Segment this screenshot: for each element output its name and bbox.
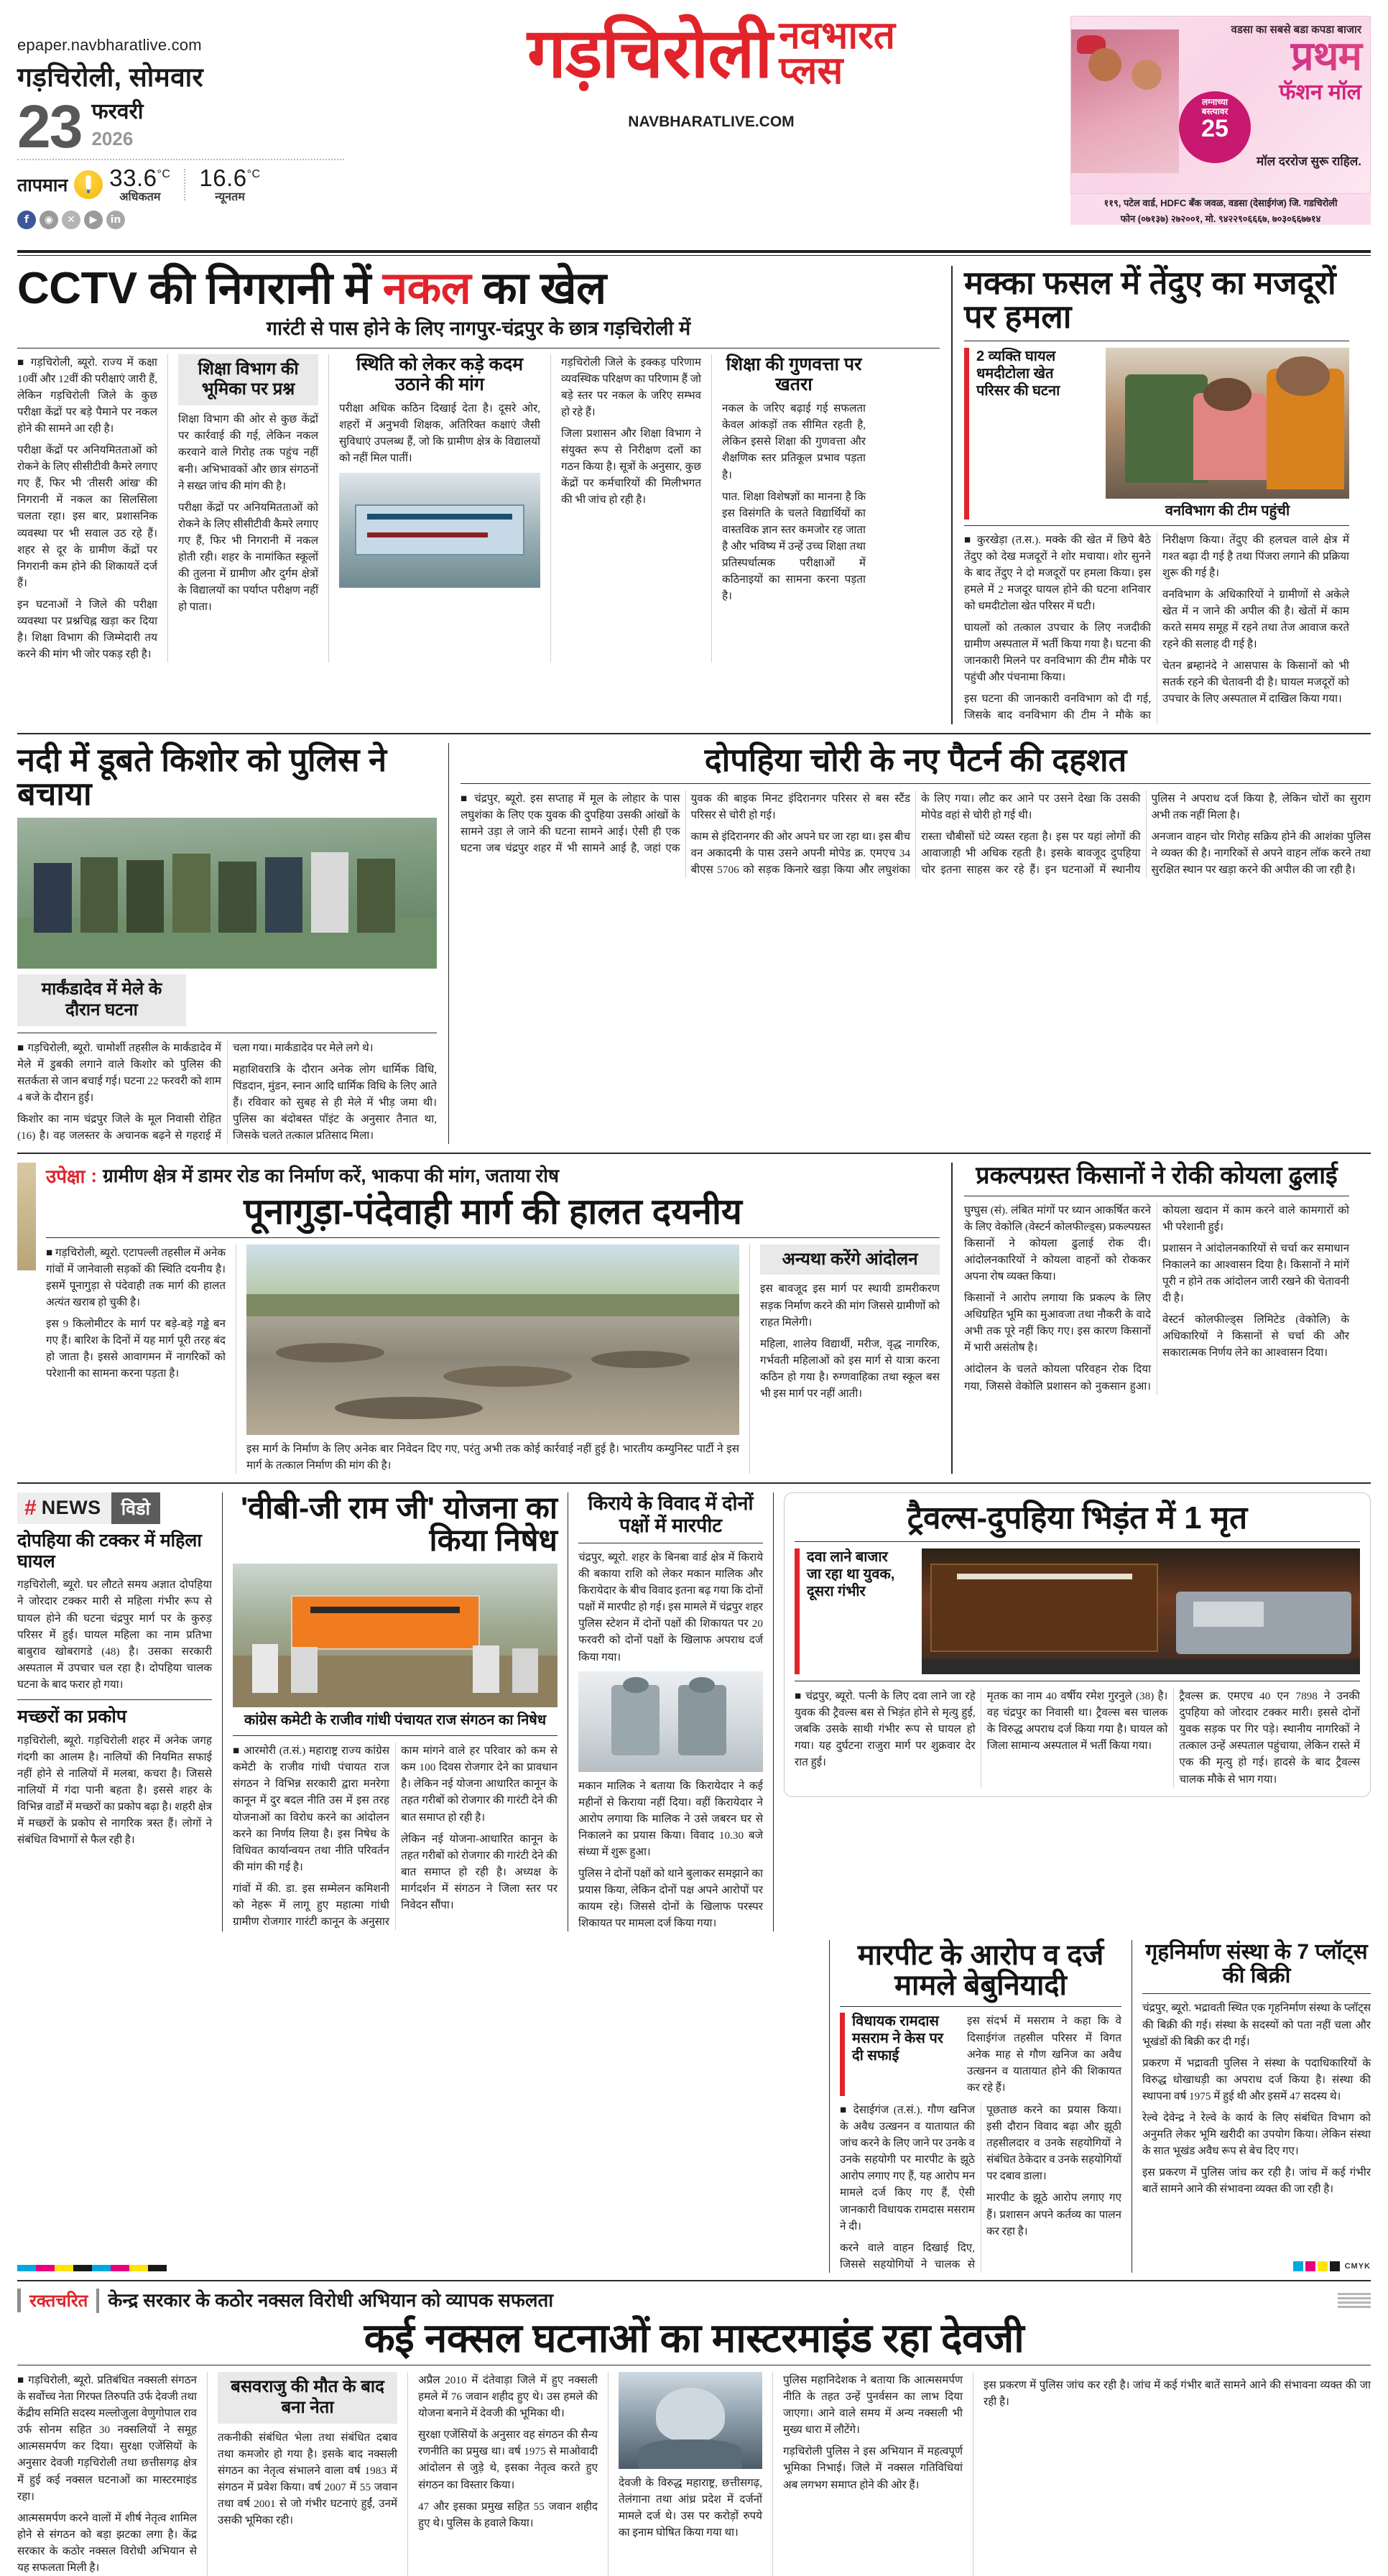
temp-max-label: अधिकतम [119,191,161,203]
road-para-3: इस मार्ग के निर्माण के लिए अनेक बार निवेदन दिए गए, परंतु अभी तक कोई कार्रवाई नहीं हुई है। भारतीय कम्युनिस्ट पार्टी ने इस मार्ग के तत्काल निर्माण की मांग की है। [246,1442,739,1472]
ad-brand-subtitle: फॅशन मॉल [1279,80,1361,105]
naxal-para-4: अप्रैल 2010 में दंतेवाड़ा जिले में हुए नक्सली हमले में 76 जवान शहीद हुए थे। उस हमले की योजना बनाने में देवजी की भूमिका थी। [418,2373,598,2420]
ad-discount-value: 25 [1201,115,1229,143]
assault-para-3: करने वाले वाहन दिखाई दिए, जिससे सहयोगियों ने चालक से पूछताछ करने का प्रयास किया। इसी दौरान विवाद बढ़ा और झूठी तहसीलदार व उनके सहयोगियों ने संबंधित ठेकेदार व उनके सहयोगियों पर दबाव डाला। [840,2103,1121,2271]
river-para-2: किशोर का नाम चंद्रपुर जिले के मूल निवासी रोहित (16) है। वह जलस्तर के अचानक बढ़ने से गहराई में चला गया। मार्कंडादेव पर मेले लगे थे। [17,1041,374,1142]
travels-headline: ट्रैवल्स-दुपहिया भिड़ंत में 1 मृत [907,1500,1248,1536]
news-video-column [17,1492,222,1932]
leopard-caption: वनविभाग की टीम पहुंची [1165,502,1290,519]
news-item1-head: दोपहिया की टक्कर में महिला घायल [17,1530,202,1571]
naxal-para-6: 47 और इसका प्रमुख सहित 55 जवान शहीद हुए थे। पुलिस के हवाले किया। [418,2500,598,2529]
river-para-1: ■ गड़चिरोली, ब्यूरो. चामोर्शी तहसील के मार्कंडादेव में मेले में डुबकी लगाने वाले किशोर को पुलिस की सतर्कता से जान बचाई गई। घटना 22 फरवरी को शाम 4 बजे के दौरान हुई। [17,1041,221,1104]
edition-place-day: गड़चिरोली, सोमवार [17,63,203,92]
lead-headline-highlight: नकल [382,264,471,313]
assault-para-4: मारपीट के झूठे आरोप लगाए गए हैं। प्रशासन अपने कर्तव्य का पालन कर रहा है। [986,2192,1121,2238]
road-para-5: महिला, शालेय विद्यार्थी, मरीज, वृद्ध नागरिक, गर्भवती महिलाओं को इस मार्ग से यात्रा करना कठिन हो गया है। रुग्णवाहिका तथा स्कूल बस भी इस मार्ग पर नहीं आती। [760,1337,940,1400]
ad-discount-badge [1179,91,1251,163]
naxal-subhead: केन्द्र सरकार के कठोर नक्सल विरोधी अभियान को व्यापक सफलता [108,2289,554,2312]
coal-para-3: आंदोलन के चलते कोयला परिवहन रोक दिया गया, जिससे वेकोलि प्रशासन को नुकसान हुआ। कोयला खदान में काम करने वाले कामगारों को भी परेशानी हुई। [964,1204,1349,1393]
theft-story [449,743,1371,1145]
lead-para-7: गड़चिरोली जिले के इक्कड़ परिणाम व्यवस्थिक परिक्षण का परिणाम हैं जो बड़े स्तर पर नकल के जरिए सम्भव हो रहे हैं। [561,356,701,418]
website-url[interactable]: NAVBHARATLIVE.COM [628,113,795,130]
hash-icon: # [24,1495,37,1520]
temperature-block [17,166,362,203]
leopard-sub-3: परिसर की घटना [976,382,1060,399]
ad-open-text: मॉल दररोज सुरू राहिल. [1257,154,1361,168]
river-headline: नदी में डूबते किशोर को पुलिस ने बचाया [17,741,387,812]
rent-para-3: पुलिस ने दोनों पक्षों को थाने बुलाकर समझाने का प्रयास किया, लेकिन दोनों पक्ष अपने आरोपों पर कायम रहे। जिससे दोनों के खिलाफ परस्पर शिकायत पर मामला दर्ज किया गया। [578,1868,763,1930]
bbji-story [223,1492,568,1932]
lead-headline-post: का खेल [471,264,606,313]
temp-unit-min: °C [246,168,261,180]
temperature-label: तापमान [17,175,68,195]
lead-para-6: परीक्षा अधिक कठिन दिखाई देता है। दूसरे ओर, शहरों में अनुभवी शिक्षक, अतिरिक्त कक्षाएं जैसी सुविधाएं उपलब्ध हैं, जो कि ग्रामीण क्षेत्र के विद्यालयों को नहीं मिल पातीं। [339,402,540,465]
housing-para-3: रेल्वे देवेन्द्र ने रेल्वे के कार्य के लिए संबंधित विभाग को अनुमति लेकर भूमि खरीदी का उपयोग किया। लेकिन संस्था के सात भूखंड अवैध रूप से बेच दिए गए। [1142,2112,1371,2158]
housing-headline: गृहनिर्माण संस्था के 7 प्लॉट्स की बिक्री [1145,1940,1368,1988]
naxal-para-3: तकनीकी संबंधित भेला तथा संबंधित दबाव तथा कमजोर हो गया है। इसके बाद नक्सली संगठन का नेतृत्व संभालने वाला वर्ष 1983 में संगठन में प्रवेश किया। वर्ष 2007 में 55 जवान तथा वर्ष 2001 से जो गंभीर घटनाएं हुईं, उनमें उसकी भूमिका रही। [218,2431,397,2527]
housing-para-4: इस प्रकरण में पुलिस जांच कर रही है। जांच में कई गंभीर बातें सामने आने की संभावना व्यक्त की जा रही है। [1142,2166,1371,2196]
masthead-left [17,16,362,229]
date-year: 2026 [91,128,134,149]
theft-para-4: अनजान वाहन चोर गिरोह सक्रिय होने की आशंका पुलिस ने व्यक्त की है। नागरिकों से अपने वाहन लॉक करने तथा सुरक्षित स्थान पर खड़ा करने की अपील की जा रही है। [1151,830,1371,877]
facebook-icon[interactable]: f [17,211,36,229]
bbji-para-1: ■ आरमोरी (त.सं.) महाराष्ट्र राज्य कांग्रेस कमेटी के राजीव गांधी पंचायत राज संगठन ने विभिन्न सरकारी द्वारा मनरेगा कानून में दुर बदल नीति उस में इस तरह योजनाओं का विरोध करने का आंदोलन करने का निर्णय लिया है। इस निषेध के विधिवत कार्यान्वयन तथा नीति परिवर्तन की मांग की गई है। [233,1745,389,1873]
theft-headline: दोपहिया चोरी के नए पैटर्न की दहशत [704,741,1127,778]
temp-min-value: 16.6 [199,165,247,191]
epaper-url[interactable]: epaper.navbharatlive.com [17,36,202,54]
social-links [17,211,362,229]
road-sidebar-strip [17,1163,36,1270]
date-month: फरवरी [91,100,144,124]
lead-headline [17,266,940,311]
travels-para-2: मृतक का नाम 40 वर्षीय रमेश गुरनुले (38) है। वह चंद्रपुर का निवासी था। ट्रैवल्स बस चालक के विरुद्ध अपराध दर्ज किया गया है। घायल को जिला सामान्य अस्पताल में भर्ती किया गया। [986,1690,1168,1753]
housing-story [1132,1940,1371,2272]
divider-vertical [184,169,185,200]
coal-headline: प्रकल्पग्रस्त किसानों ने रोकी कोयला ढुलाई [976,1162,1338,1190]
lead-para-10: पात. शिक्षा विशेषज्ञों का मानना है कि इस विसंगति के चलते विद्यार्थियों का वास्तविक ज्ञान स्तर कमजोर रह जाता है और भविष्य में उन्हें उच्च शिक्षा तथा प्रतिस्पर्धात्मक परीक्षाओं में कठिनाइयों का सामना करना पड़ता है। [722,490,866,603]
naxal-photo-caption: बसवराजु की मौत के बाद बना नेता [218,2372,397,2424]
theft-para-1: ■ चंद्रपुर, ब्यूरो. इस सप्ताह में मूल के लोहार के पास लघुशंका के लिए एक युवक की दुपहिया उसकी आंखों के सामने उड़ा ले जाने की घटना सामने आई। ऐसी ही एक घटना जब चंद्रपुर शहर में भी सामने आई है, जहां एक युवक की बाइक मिनट इंदिरानगर परिसर से बस स्टैंड परिसर से चोरी हो गई। [461,792,910,855]
leopard-story [953,266,1349,724]
rent-story [568,1492,773,1932]
news-video-chip[interactable] [17,1492,186,1524]
assault-sub-2: मसराम ने केस पर [852,2031,943,2047]
housing-para-1: चंद्रपुर, ब्यूरो. भद्रावती स्थित एक गृहनिर्माण संस्था के प्लॉट्स की बिक्री की गई। संस्था के सदस्यों को पता नहीं चला और भूखंडों की बिक्री कर दी गई। [1142,2002,1371,2048]
naxal-para-2: आत्मसमर्पण करने वालों में शीर्ष नेतृत्व शामिल होने से संगठन को बड़ा झटका लगा है। केंद्र सरकार के कठोर नक्सल विरोधी अभियान से यह सफलता मिली है। [17,2511,197,2575]
assault-story [830,1940,1132,2272]
theft-para-3: रास्ता चौबीसों घंटे व्यस्त रहता है। इस पर यहां लोगों की आवाजाही भी अधिक रहती है। इसके बावजूद दुपहिया चोर इतना साहस कर रहे हैं। इन घटनाओं में स्थानीय पुलिस ने अपराध दर्ज किया है, लेकिन चोरों का सुराग अभी तक नहीं मिला है। [921,792,1371,877]
lead-para-3: इन घटनाओं ने जिले की परीक्षा व्यवस्था पर प्रश्नचिह्न खड़ा कर दिया है। शिक्षा विभाग की जिम्मेदारी तय करने की मांग भी जोर पकड़ रही है। [17,598,157,661]
ad-tagline: वडसा का सबसे बडा कपडा बाजार [1231,24,1361,36]
row5-spacer [17,1940,829,2272]
river-caption: मार्कंडादेव में मेले के दौरान घटना [17,974,186,1026]
road-photo-damaged-road [246,1245,739,1435]
bbji-caption: कांग्रेस कमेटी के राजीव गांधी पंचायत राज संगठन का निषेध [244,1712,547,1729]
coal-story [953,1163,1349,1474]
news-label: NEWS [41,1497,101,1519]
lead-para-5: परीक्षा केंद्रों पर अनियमितताओं को रोकने के लिए सीसीटीवी कैमरे लगाए गए हैं, फिर भी निगरानी में नकल होती रही। शहर के नामांकित स्कूलों की तुलना में ग्रामीण और दुर्गम क्षेत्रों के विद्यालयों का पर्याप्त परीक्षण नहीं हो पाता। [178,501,318,614]
bbji-para-2: गांवों में की. डा. इस सम्मेलन कमिशनी को नेहरू में लागू हुए महात्मा गांधी ग्रामीण रोजगार गारंटी कानून के अनुसार काम मांगने वाले हर परिवार को कम से कम 100 दिवस रोजगार देने का प्रावधान है। लेकिन नई योजना आधारित कानून के तहत गरीबों को रोजगार की गारंटी देने की बात समाप्त हो रही है। [233,1745,557,1929]
assault-sub-3: दी सफाई [852,2048,899,2064]
masthead [0,0,1388,244]
naxal-para-7: देवजी के विरुद्ध महाराष्ट्र, छत्तीसगढ़, तेलंगाना तथा आंध्र प्रदेश में दर्जनों मामले दर्ज थे। उस पर करोड़ों रुपये का इनाम घोषित किया गया था। [619,2476,762,2539]
assault-para-2: ■ देसाईगंज (त.सं.). गौण खनिज के अवैध उत्खनन व यातायात की जांच करने के लिए जाने पर उनके व उनके सहयोगी पर मारपीट के झूठे आरोप लगाए गए हैं, यह आरोप मन मामले दर्ज किए गए हैं, ऐसी जानकारी विधायक रामदास मसराम ने दी। [840,2103,975,2233]
naxal-para-9: गड़चिरोली पुलिस ने इस अभियान में महत्वपूर्ण भूमिका निभाई। जिले में नक्सल गतिविधियां अब लगभग समाप्त होने की ओर हैं। [783,2445,963,2491]
news-item2-head: मच्छरों का प्रकोप [17,1707,127,1727]
coal-para-1: घुग्घुस (सं). लंबित मांगों पर ध्यान आकर्षित करने के लिए वेकोलि (वेस्टर्न कोलफील्ड्स) प्रकल्पग्रस्त किसानों ने कोयला ढुलाई रोक दी। आंदोलनकारियों ने कोयला वाहनों को रोककर अपना रोष व्यक्त किया। [964,1204,1151,1283]
magenta-swatch [1305,2261,1315,2271]
lead-para-8: जिला प्रशासन और शिक्षा विभाग ने संयुक्त रूप से निरीक्षण दलों का गठन किया है। सूत्रों के अनुसार, कुछ केंद्रों पर कर्मचारियों की मिलीभगत की भी जांच हो रही है। [561,428,701,507]
road-para-4: इस बावजूद इस मार्ग पर स्थायी डामरीकरण सड़क निर्माण करने की मांग जिससे ग्रामीणों को राहत मिलेगी। [760,1283,940,1329]
bbji-headline: 'वीबी-जी राम जी' योजना का किया निषेध [241,1490,557,1559]
lead-para-2: परीक्षा केंद्रों पर अनियमितताओं को रोकने के लिए सीसीटीवी कैमरे लगाए गए हैं, फिर भी 'तीसरी आंख' की निगरानी में नकल का सिलसिला चलता रहा। इस बार, प्रशासनिक व्यवस्था पर भी सवाल उठ रहे हैं। शहर से दूर के ग्रामीण केंद्रों पर निगरानी कम होने की शिकायतें दर्ज हैं। [17,444,157,589]
leopard-para-2: घायलों को तत्काल उपचार के लिए नजदीकी ग्रामीण अस्पताल में भर्ती किया गया है। घटना की जानकारी मिलने पर वनविभाग की टीम मौके पर पहुंची और पंचनामा किया। [964,621,1151,684]
ad-phone: फोन (०७१३७) २७२००१, मो. ९४२२९०६६६७, ७०३०६६७७१४ [1070,210,1371,226]
naxal-para-1: ■ गड़चिरोली, ब्यूरो. प्रतिबंधित नक्सली संगठन के सर्वोच्च नेता गिरफ्त तिरुपति उर्फ देवजी तथा केंद्रीय समिति सदस्य मल्लोजुला वेणुगोपाल राव उर्फ सोनम सहित 30 नक्सलियों ने समूह आत्मसमर्पण कर दिया। सुरक्षा एजेंसियों के अनुसार देवजी गड़चिरोली तथा छत्तीसगढ़ क्षेत्र में हुई कई नक्सल घटनाओं का मास्टरमाइंड रहा। [17,2373,197,2503]
bbji-para-3: लेकिन नई योजना-आधारित कानून के तहत गरीबों को रोजगार की गारंटी देने की बात समाप्त हो रही है। अध्यक्ष के मार्गदर्शन में संगठन ने जिला स्तर पर निवेदन सौंपा। [401,1832,557,1911]
leopard-para-3: इस घटना की जानकारी वनविभाग को दी गई, जिसके बाद वनविभाग की टीम ने मौके का निरीक्षण किया। तेंदुए की हलचल वाले क्षेत्र में गश्त बढ़ा दी गई है तथा पिंजरा लगाने की प्रक्रिया शुरू की गई है। [964,533,1349,722]
video-label[interactable]: विडो [111,1492,160,1524]
coal-para-4: प्रशासन ने आंदोलनकारियों से चर्चा कर समाधान निकालने का आश्वासन दिया है। किसानों ने मांगें पूरी न होने तक आंदोलन जारी रखने की चेतावनी दी है। [1162,1242,1349,1305]
logo-tertiary: प्लस [779,49,843,92]
logo-primary: गड़चिरोली [527,14,772,92]
rent-photo-illustration [578,1671,763,1772]
cmyk-label: CMYK [1344,2262,1371,2271]
river-rescue-story [17,743,448,1145]
instagram-icon[interactable]: ◉ [40,211,58,229]
leopard-para-1: ■ कुरखेड़ा (त.स.). मक्के की खेत में छिपे बैठे तेंदुए को देख मजदूरों ने शोर मचाया। शोर सुनने के बाद तेंदुए ने दो मजदूरों पर हमला किया। इस हमले में 2 मजदूर घायल होने की घटना शनिवार को धमदीटोला खेत परिसर में घटी। [964,533,1151,612]
housing-para-2: प्रकरण में भद्रावती पुलिस ने संस्था के पदाधिकारियों के विरुद्ध धोखाधड़ी का अपराध दर्ज किया है। संस्था की स्थापना वर्ष 1975 में हुई थी और इसमें 47 सदस्य थे। [1142,2056,1371,2102]
leopard-para-5: चेतन ब्रम्हानंदे ने आसपास के किसानों को भी सतर्क रहने की चेतावनी दी है। घायल मजदूरों को उपचार के लिए अस्पताल में दाखिल किया गया। [1162,660,1349,706]
twitter-x-icon[interactable]: ✕ [62,211,80,229]
decorative-rule-icon [1338,2293,1371,2308]
cyan-swatch [1293,2261,1303,2271]
temp-max-value: 33.6 [109,165,157,191]
road-para-1: ■ गड़चिरोली, ब्यूरो. एटापल्ली तहसील में अनेक गांवों में जानेवाली सड़कों की स्थिति दयनीय है। इसमें पूनागुड़ा से पंदेवाही तक मार्ग की हालत अत्यंत खराब हो चुकी है। [46,1246,226,1308]
ad-address: ११९, पटेल वार्ड, HDFC बॅंक जवळ, वडसा (देसाईगंज) जि. गडचिरोली [1070,194,1371,210]
leopard-para-4: वनविभाग के अधिकारियों ने ग्रामीणों से अकेले खेत में न जाने की अपील की है। खेतों में काम करते समय समूह में रहने तथा तेज आवाज करते रहने की सलाह दी गई है। [1162,588,1349,651]
coal-para-2: किसानों ने आरोप लगाया कि प्रकल्प के लिए अधिग्रहित भूमि का मुआवजा तथा नौकरी के वादे अभी तक पूरे नहीं किए गए। इस कारण किसानों में भारी असंतोष है। [964,1292,1151,1354]
coal-para-5: वेस्टर्न कोलफील्ड्स लिमिटेड (वेकोलि) के अधिकारियों ने किसानों से चर्चा की और सकारात्मक निर्णय लेने का आश्वासन दिया। [1162,1314,1349,1359]
temperature-max [109,166,170,203]
bbji-photo-rally [233,1564,557,1707]
travels-sub-2: जा रहा था युवक, [807,1566,895,1583]
assault-para-1: इस संदर्भ में मसराम ने कहा कि वे दिसाईगंज तहसील परिसर में विगत अनेक माह से गौण खनिज का अवैध उत्खनन व यातायात होने की शिकायत कर रहे हैं। [967,2015,1121,2094]
lead-photo-school-banner [339,473,540,588]
temp-min-label: न्यूनतम [215,191,245,203]
assault-headline: मारपीट के आरोप व दर्ज मामले बेबुनियादी [857,1939,1104,2002]
rent-headline: किराये के विवाद में दोनों पक्षों में मारपीट [588,1492,754,1536]
temp-unit-max: °C [157,168,171,180]
black-swatch [1330,2261,1340,2271]
lead-headline-pre: CCTV की निगरानी में [17,264,383,313]
news-item1-body: गड़चिरोली, ब्यूरो. घर लौटते समय अज्ञात दोपहिया ने जोरदार टक्कर मारी से महिला गंभीर रूप से घायल होने की घटना चंद्रपुर मार्ग पर के कुरुड़ परिसर में हुई। घायल महिला का नाम प्रतिभा बाबुराव खोबरागडे (48) है। उसका सरकारी अस्पताल में उपचार चल रहा है। दोपहिया चालक घटना के बाद फरार हो गया। [17,1579,212,1691]
ad-brand-name: प्रथम [1071,37,1370,75]
date-row [17,92,362,160]
naxal-photo-portrait [619,2372,762,2469]
lead-para-9: नकल के जरिए बढ़ाई गई सफलता केवल आंकड़ों तक सीमित रहती है, लेकिन इससे शिक्षा की गुणवत्ता और शैक्षणिक स्तर प्रतिकूल प्रभाव पड़ता है। [722,402,866,481]
masthead-logo [362,16,1060,131]
leopard-photo-injured [1106,348,1349,499]
lead-col1-head: शिक्षा विभाग की भूमिका पर प्रश्न [178,354,318,406]
leopard-sub-2: धमदीटोला खेत [976,365,1054,382]
road-story: उपेक्षा : ग्रामीण क्षेत्र में डामर रोड का निर्माण करें, भाकपा की मांग, जताया रोष पूनागुड़ा-पंदेवाही मार्ग की हालत दयनीय ■ गड़चिरोली, ब्यूरो. एटापल्ली तहसील में अनेक गांवों में जानेवाली सड़कों की स्थिति दयनीय है। इसमें पूनागुड़ा से पंदेवाही तक मार्ग की हालत अत्यंत खराब हो चुकी है। इस 9 किलोमीटर के मार्ग पर बड़े-बड़े गड्ढे बन गए हैं। बारिश के दिनों में यह मार्ग पूरी तरह बंद हो जाता है। इससे आवागमन में नागरिकों को परेशानी का सामना करना पड़ता है। इस मार्ग के निर्माण के लिए अनेक बार निवेदन दिए गए, परंतु अभी तक कोई कार्रवाई नहीं हुई है। भारतीय कम्युनिस्ट पार्टी ने इस मार्ग के तत्काल निर्माण की मांग की है। अन्यथा करेंगे आंदोलन इस बावजूद इस मार्ग पर स्थायी डामरीकरण सड़क निर्माण करने की मांग जिससे ग्रामीणों को राहत मिलेगी। महिला, शालेय विद्यार्थी, मरीज, वृद्ध नागरिक, गर्भवती महिलाओं को इस मार्ग से यात्रा करना कठिन हो गया है। रुग्णवाहिका तथा स्कूल बस भी इस मार्ग पर नहीं आती। [17,1163,951,1474]
naxal-headline: कई नक्सल घटनाओं का मास्टरमाइंड रहा देवजी [364,2314,1024,2360]
naxal-tag: रक्तचरित [29,2291,88,2312]
ad-couple-photo [1071,29,1179,173]
rent-para-2: मकान मालिक ने बताया कि किरायेदार ने कई महीनों से किराया नहीं दिया। वहीं किरायेदार ने आरोप लगाया कि मालिक ने उसे जबरन घर से निकालने का प्रयास किया। विवाद 10.30 बजे संध्या में शुरू हुआ। [578,1779,763,1858]
ad-discount-line1: लग्नाच्या [1201,97,1229,107]
road-side-head: अन्यथा करेंगे आंदोलन [760,1245,940,1275]
lead-col2-head: स्थिति को लेकर कड़े कदम उठाने की मांग [356,354,524,395]
naxal-para-11: इस प्रकरण में पुलिस जांच कर रही है। जांच में कई गंभीर बातें सामने आने की संभावना व्यक्त की जा रही है। [984,2378,1371,2409]
travels-sub-3: दूसरा गंभीर [807,1584,866,1600]
masthead-rule-thick [17,250,1371,253]
ad-discount-line2: बस्त्यावर [1201,106,1229,117]
masthead-advertisement[interactable] [1070,16,1371,225]
travels-para-1: ■ चंद्रपुर, ब्यूरो. पत्नी के लिए दवा लाने जा रहे युवक की ट्रैवल्स बस से भिड़ंत होने से मृत्यु हुई, जबकि उसके साथी गंभीर रूप से घायल हो गया। यह दुर्घटना राजुरा मार्ग पर शुक्रवार देर रात हुई। [795,1690,976,1769]
date-day: 23 [17,92,82,160]
youtube-icon[interactable]: ▶ [84,211,103,229]
travels-para-3: ट्रैवल्स क्र. एमएच 40 एन 7898 ने उनकी दुपहिया को जोरदार टक्कर मारी। इससे दोनों युवक सड़क पर गिर पड़े। स्थानीय नागरिकों ने तत्काल उन्हें अस्पताल पहुंचाया, लेकिन रास्ते में एक की मृत्यु हो गई। हादसे के बाद ट्रैवल्स चालक मौके से भाग गया। [1179,1690,1360,1786]
lead-col3-head: शिक्षा की गुणवत्ता पर खतरा [726,354,862,395]
road-para-2: इस 9 किलोमीटर के मार्ग पर बड़े-बड़े गड्ढे बन गए हैं। बारिश के दिनों में यह मार्ग पूरी तरह बंद हो जाता है। इससे आवागमन में नागरिकों को परेशानी का सामना करना पड़ता है। [46,1318,226,1380]
river-para-3: महाशिवरात्रि के दौरान अनेक लोग धार्मिक विधि, पिंडदान, मुंडन, स्नान आदि धार्मिक विधि के लिए आते हैं। रविवार को सुबह से ही मेले में भीड़ जमा थी। पुलिस का बंदोबस्त पॉइंट के अनुसार तैनात था, जिसके चलते तत्काल प्रतिसाद मिला। [233,1063,437,1142]
date-month-year [91,96,143,154]
lead-para-4: शिक्षा विभाग की ओर से कुछ केंद्रों पर कार्रवाई की गई, लेकिन नकल करवाने वाले गिरोह तक पहुंच नहीं बनी। अभिभावकों और छात्र संगठनों ने सख्त जांच की मांग की है। [178,413,318,492]
travels-story [774,1492,1371,1932]
road-tag: उपेक्षा [46,1165,85,1188]
rent-para-1: चंद्रपुर, ब्यूरो. शहर के बिनबा वार्ड क्षेत्र में किराये की बकाया राशि को लेकर मकान मालिक और किरायेदार के बीच विवाद इतना बढ़ गया कि दोनों पक्षों में मारपीट हो गई। इस मामले में चंद्रपुर शहर पुलिस स्टेशन में दोनों पक्षों की शिकायत पर 20 फरवरी को दोनों पक्षों के खिलाफ अपराध दर्ज किया गया। [578,1551,763,1663]
footer-colorbar [17,2265,167,2271]
naxal-para-5: सुरक्षा एजेंसियों के अनुसार वह संगठन की सैन्य रणनीति का प्रमुख था। वर्ष 1975 से माओवादी आंदोलन से जुड़े थे, इसका नेतृत्व करते हुए संगठन का विस्तार किया। [418,2429,598,2491]
lead-subhead: गारंटी से पास होने के लिए नागपुर-चंद्रपुर के छात्र गड़चिरोली में [266,318,691,340]
naxal-story [0,2281,1388,2576]
travels-sub-1: दवा लाने बाजार [807,1549,888,1566]
news-item2-body: गड़चिरोली, ब्यूरो. गड़चिरोली शहर में अनेक जगह गंदगी का आलम है। नालियों की नियमित सफाई नहीं होने से नालियों में मलबा, कचरा है। जिससे नालियों में गंदा पानी बहता है। इससे शहर के विभिन्न वार्डों में मच्छरों का प्रकोप बढ़ा है। शहरी क्षेत्र में मच्छरों के प्रकोप से नागरिक त्रस्त हैं। लोगों ने संबंधित विभागों से फैल रही है। [17,1734,212,1847]
thermometer-icon [74,170,103,199]
road-subhead: ग्रामीण क्षेत्र में डामर रोड का निर्माण करें, भाकपा की मांग, जताया रोष [103,1164,560,1186]
lead-story [17,266,951,724]
road-headline: पूनागुड़ा-पंदेवाही मार्ग की हालत दयनीय [244,1191,742,1232]
theft-para-2: काम से इंदिरानगर की ओर अपने घर जा रहा था। इस बीच वन अकादमी के पास उसने अपनी मोपेड क्र. एमएच 34 बीएस 5706 को सड़क किनारे खड़ा किया और लघुशंका के लिए गया। लौट कर आने पर उसने देखा कि उसकी मोपेड वहां से चोरी हो गई थी। [690,792,1141,877]
temperature-min [199,166,260,203]
footer-cmyk [1293,2261,1371,2271]
yellow-swatch [1318,2261,1328,2271]
linkedin-icon[interactable]: in [106,211,125,229]
logo-secondary: नवभारत [779,14,896,57]
leopard-sub-1: 2 व्यक्ति घायल [976,348,1056,364]
lead-para-1: ■ गड़चिरोली, ब्यूरो. राज्य में कक्षा 10वीं और 12वीं की परीक्षाएं जारी हैं, लेकिन गड़चिरोली जिले के कुछ परीक्षा केंद्रों पर बड़े पैमाने पर नकल होने की सामने आ रही है। [17,356,157,435]
river-photo-police [17,818,437,969]
assault-sub-1: विधायक रामदास [852,2013,939,2030]
travels-photo-crash [922,1548,1360,1674]
naxal-para-8: पुलिस महानिदेशक ने बताया कि आत्मसमर्पण नीति के तहत उन्हें पुनर्वसन का लाभ दिया जाएगा। आने वाले समय में अन्य नक्सली भी मुख्य धारा में लौटेंगे। [783,2373,963,2437]
leopard-headline: मक्का फसल में तेंदुए का मजदूरों पर हमला [964,264,1336,336]
